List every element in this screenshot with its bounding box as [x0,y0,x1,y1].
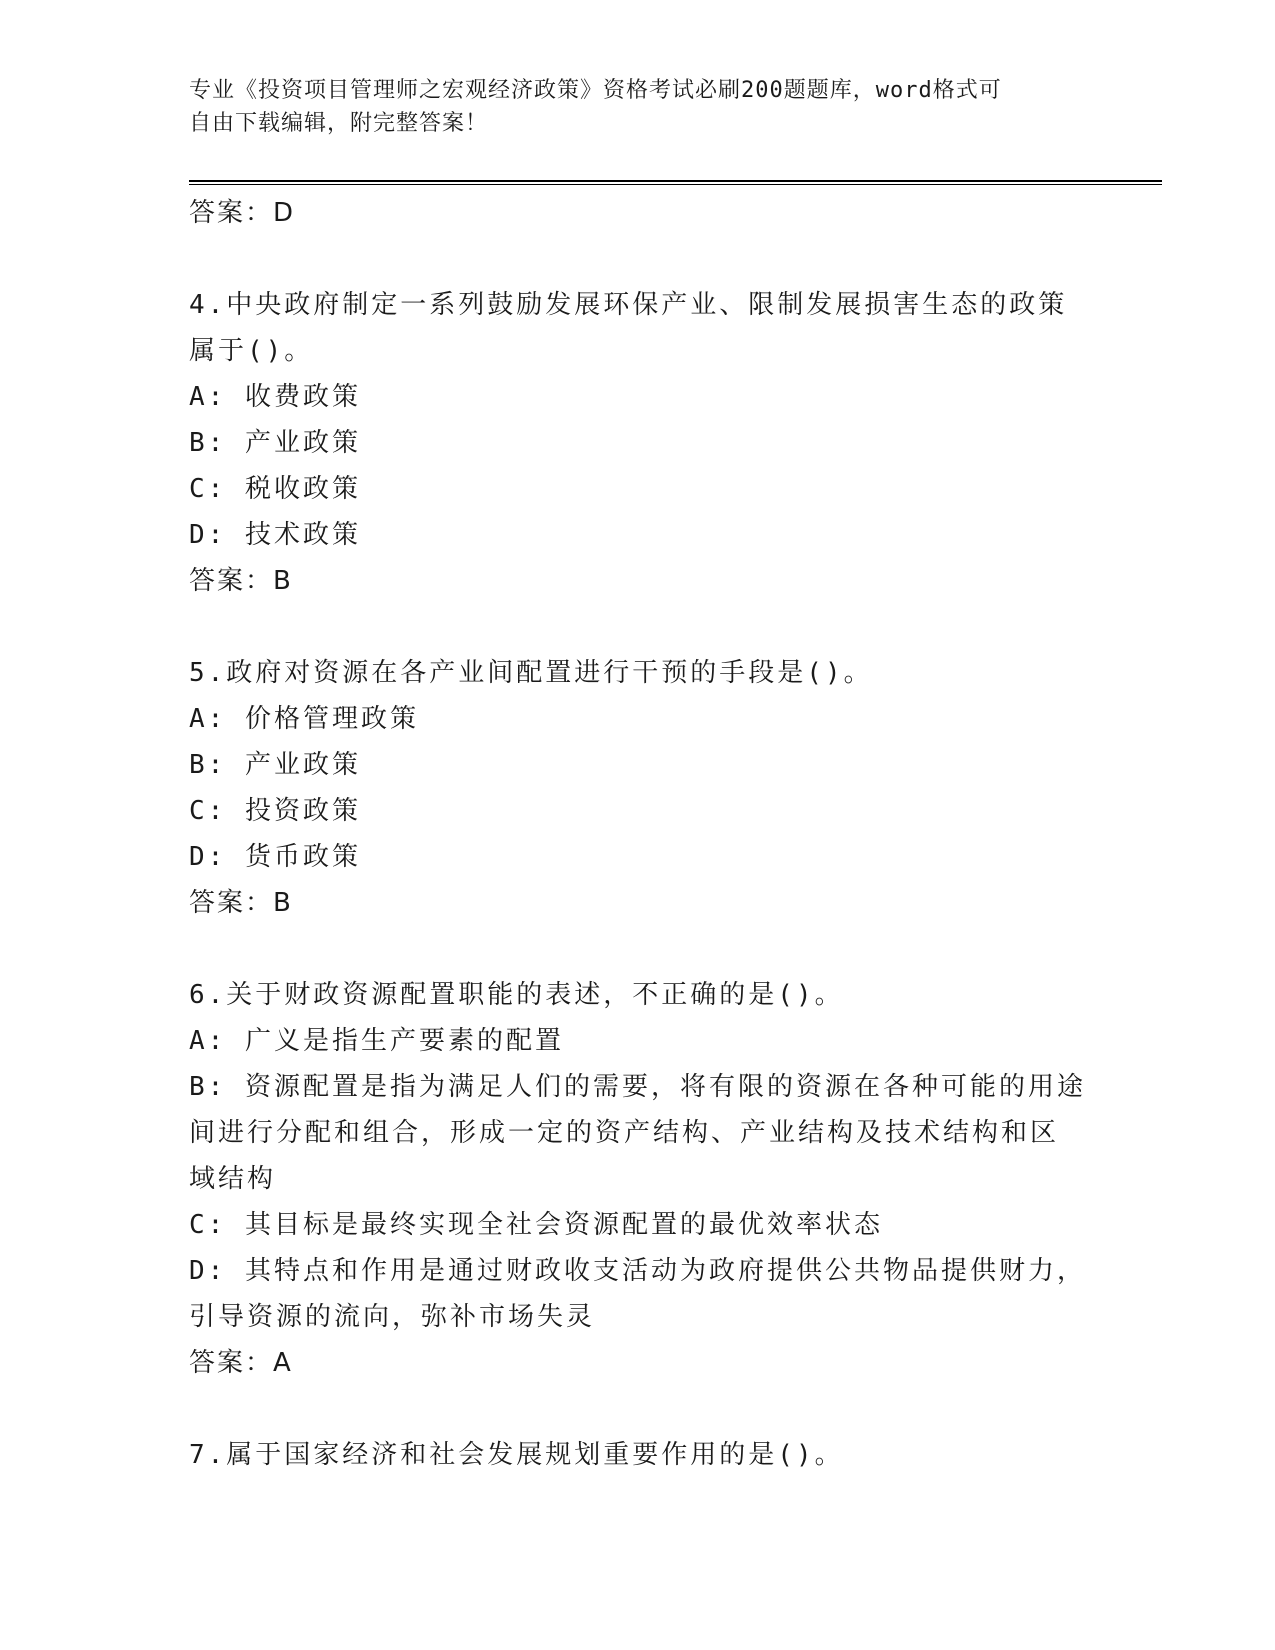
question-5 [189,650,1089,926]
question-stem: 7.属于国家经济和社会发展规划重要作用的是()。 [189,1440,844,1470]
question-6 [189,972,1089,1386]
question-list [189,190,1089,1478]
header-divider-thin [189,184,1162,185]
option-b-cont: 域结构 [189,1164,277,1194]
question-stem-cont: 属于()。 [189,336,314,366]
option-b: B: 产业政策 [189,750,361,780]
answer: 答案：B [189,888,293,918]
question-stem: 6.关于财政资源配置职能的表述，不正确的是()。 [189,980,844,1010]
option-c: C: 投资政策 [189,796,361,826]
option-a: A: 广义是指生产要素的配置 [189,1026,564,1056]
option-d-cont: 引导资源的流向，弥补市场失灵 [189,1302,596,1332]
question-stem: 5.政府对资源在各产业间配置进行干预的手段是()。 [189,658,873,688]
spacer [189,236,1089,282]
spacer [189,926,1089,972]
option-d: D: 其特点和作用是通过财政收支活动为政府提供公共物品提供财力， [189,1256,1086,1286]
header-line-1: 专业《投资项目管理师之宏观经济政策》资格考试必刷200题题库，word格式可 [189,78,1002,103]
header-line-2: 自由下载编辑，附完整答案！ [189,111,489,136]
answer: 答案：B [189,566,293,596]
option-b-cont: 间进行分配和组合，形成一定的资产结构、产业结构及技术结构和区 [189,1118,1060,1148]
answer: 答案：A [189,1348,293,1378]
option-d: D: 技术政策 [189,520,361,550]
question-stem: 4.中央政府制定一系列鼓励发展环保产业、限制发展损害生态的政策 [189,290,1068,320]
previous-answer: 答案：D [189,198,296,228]
option-c: C: 税收政策 [189,474,361,504]
option-b: B: 产业政策 [189,428,361,458]
question-4 [189,282,1089,604]
option-c: C: 其目标是最终实现全社会资源配置的最优效率状态 [189,1210,883,1240]
document-header [189,74,1089,140]
option-a: A: 价格管理政策 [189,704,419,734]
header-divider-thick [189,180,1162,182]
option-d: D: 货币政策 [189,842,361,872]
spacer [189,604,1089,650]
spacer [189,1386,1089,1432]
option-b: B: 资源配置是指为满足人们的需要，将有限的资源在各种可能的用途 [189,1072,1086,1102]
question-7 [189,1432,1089,1478]
option-a: A: 收费政策 [189,382,361,412]
